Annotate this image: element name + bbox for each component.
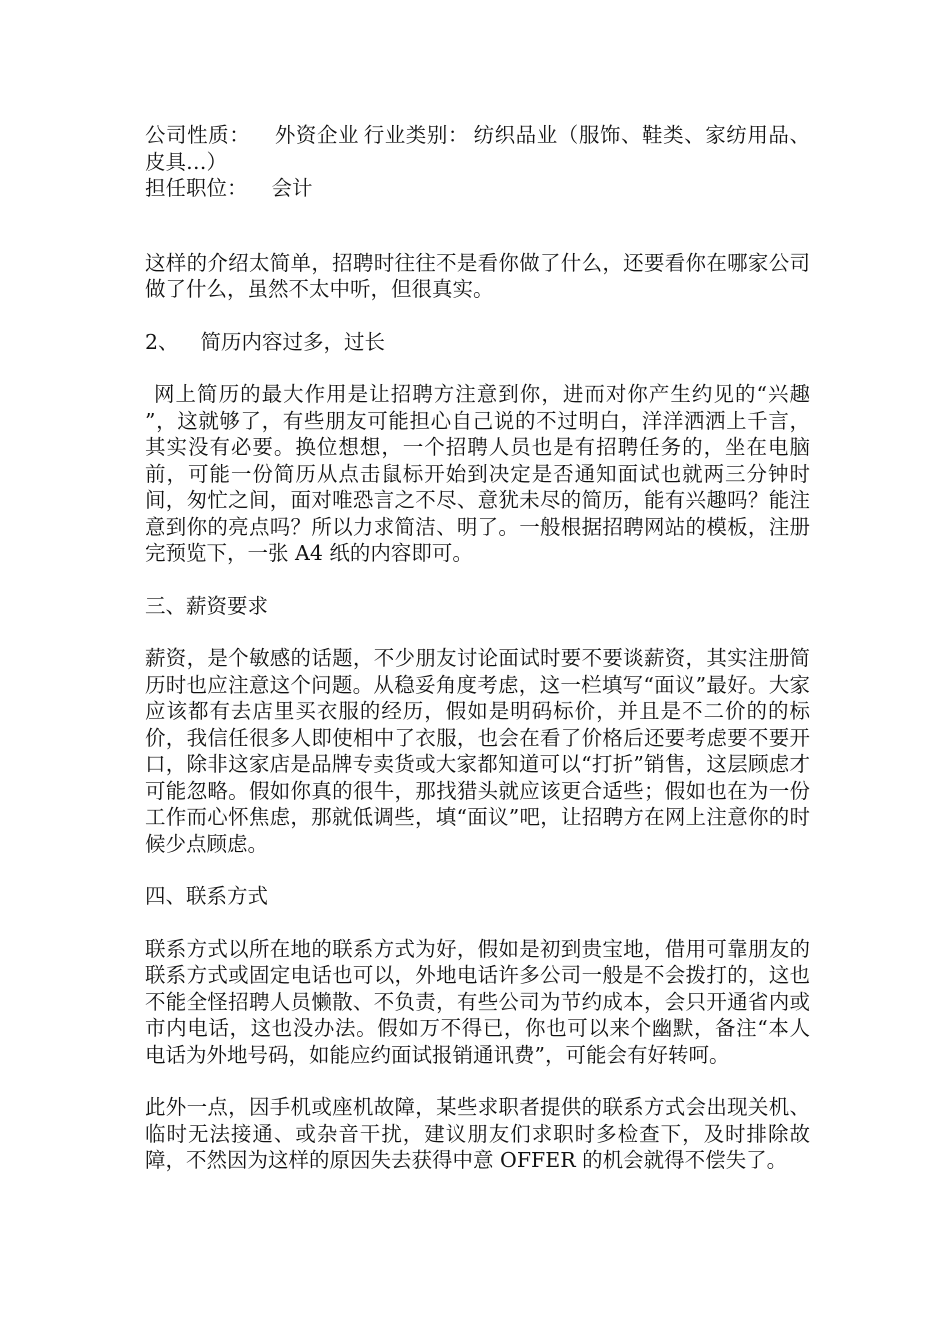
company-nature-label: 公司性质： (145, 123, 251, 147)
document-page (145, 122, 810, 1174)
section-heading-2 (145, 329, 810, 356)
intro-comment-paragraph: 这样的介绍太简单，招聘时往往不是看你做了什么，还要看你在哪家公司做了什么，虽然不太中听，但很真实。 (145, 250, 810, 301)
section-2-paragraph (145, 381, 810, 567)
section-3-paragraph: 薪资，是个敏感的话题，不少朋友讨论面试时要不要谈薪资，其实注册简历时也应注意这个问题。从稳妥角度考虑，这一栏填写“面议”最好。大家应该都有去店里买衣服的经历，假如是明码标价，并且是不二价的的标价，我信任很多人即使相中了衣服，也会在看了价格后还要考虑要不要开口，除非这家店是品牌专卖货或大家都知道可以“打折”销售，这层顾虑才可能忽略。假如你真的很牛，那找猎头就应该更合适些；假如也在为一份工作而心怀焦虑，那就低调些，填“面议”吧，让招聘方在网上注意你的时候少点顾虑。 (145, 646, 810, 856)
section-heading-4: 四、联系方式 (145, 884, 268, 908)
industry-label: 行业类别： (363, 123, 469, 147)
section-2-text: 网上简历的最大作用是让招聘方注意到你，进而对你产生约见的“兴趣 ”，这就够了，有些朋友可能担心自己说的不过明白，洋洋洒洒上千言，其实没有必要。换位想想，一个招聘人员也是有招聘任务的，坐在电脑前，可能一份简历从点击鼠标开始到决定是否通知面试也就两三分钟时间，匆忙之间，面对唯恐言之不尽、意犹未尽的简历，能有兴趣吗？能注意到你的亮点吗？所以力求简洁、明了。一般根据招聘网站的模板，注册完预览下，一张 A4 纸的内容即可。 (145, 382, 810, 565)
section-5-paragraph: 此外一点，因手机或座机故障，某些求职者提供的联系方式会出现关机、临时无法接通、或杂音干扰，建议朋友们求职时多检查下，及时排除故障，不然因为这样的原因失去获得中意 OFFER 的机会就得不偿失了。 (145, 1095, 810, 1172)
position-value: 会计 (271, 176, 313, 200)
section-heading-2-text: 简历内容过多，过长 (200, 329, 386, 354)
section-heading-2-number: 2、 (145, 329, 179, 354)
section-heading-3: 三、薪资要求 (145, 593, 268, 618)
position-line (145, 175, 810, 202)
section-4-paragraph: 联系方式以所在地的联系方式为好，假如是初到贵宝地，借用可靠朋友的联系方式或固定电话也可以，外地电话许多公司一般是不会拨打的，这也不能全怪招聘人员懒散、不负责，有些公司为节约成本，会只开通省内或市内电话，这也没办法。假如万不得已，你也可以来个幽默，备注“本人电话为外地号码，如能应约面试报销通讯费”，可能会有好转呵。 (145, 936, 810, 1067)
position-label: 担任职位： (145, 176, 248, 200)
company-nature-value: 外资企业 (274, 123, 360, 147)
industry-value: 纺织品业（服饰、鞋类、家纺用品、皮具…） (145, 123, 810, 174)
company-info-line (145, 122, 810, 175)
